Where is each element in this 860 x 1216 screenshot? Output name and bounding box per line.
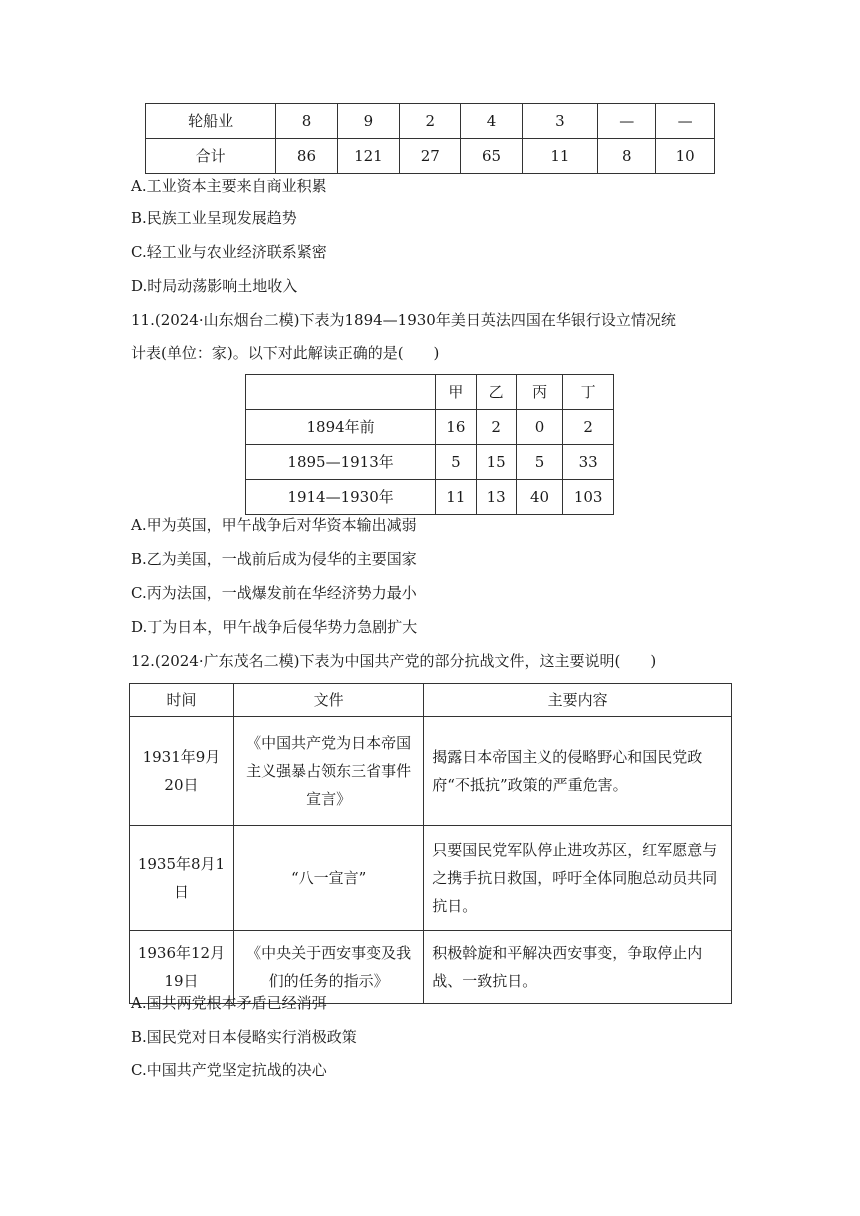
option-c: C.丙为法国，一战爆发前在华经济势力最小: [131, 584, 417, 602]
table-header-cell: 时间: [130, 684, 234, 717]
table-cell: 《中国共产党为日本帝国主义强暴占领东三省事件宣言》: [233, 717, 423, 826]
table-cell: 4: [461, 104, 522, 139]
option-a: A.国共两党根本矛盾已经消弭: [131, 994, 327, 1012]
table-cell: “八一宣言”: [233, 826, 423, 931]
table-cell: 40: [516, 480, 563, 515]
table-cell: 《中央关于西安事变及我们的任务的指示》: [233, 931, 423, 1004]
table-header-cell: 丁: [563, 375, 614, 410]
table-cell: 3: [522, 104, 598, 139]
option-a: A.甲为英国，甲午战争后对华资本输出减弱: [131, 516, 417, 534]
table-cell: —: [598, 104, 656, 139]
table-header-cell: [246, 375, 436, 410]
table-row: [130, 826, 732, 931]
table-header-cell: 乙: [476, 375, 516, 410]
table-cell: 1935年8月1日: [130, 826, 234, 931]
industry-table: [145, 103, 715, 174]
table-cell: —: [656, 104, 715, 139]
table-cell: 1914—1930年: [246, 480, 436, 515]
option-b: B.民族工业呈现发展趋势: [131, 209, 297, 227]
option-c: C.轻工业与农业经济联系紧密: [131, 243, 327, 261]
option-d: D.丁为日本，甲午战争后侵华势力急剧扩大: [131, 618, 418, 636]
question-stem: 11.(2024·山东烟台二模)下表为1894—1930年美日英法四国在华银行设立情况统: [131, 311, 676, 329]
table-cell: 2: [476, 410, 516, 445]
table-row: [130, 717, 732, 826]
table-cell: 5: [436, 445, 476, 480]
table-row: [146, 104, 715, 139]
table-cell: 积极斡旋和平解决西安事变，争取停止内战、一致抗日。: [424, 931, 732, 1004]
table-cell: 8: [598, 139, 656, 174]
table-cell: 2: [400, 104, 461, 139]
table-cell: 轮船业: [146, 104, 276, 139]
table-cell: 13: [476, 480, 516, 515]
table-header-row: [130, 684, 732, 717]
table-cell: 只要国民党军队停止进攻苏区，红军愿意与之携手抗日救国，呼吁全体同胞总动员共同抗日。: [424, 826, 732, 931]
table-cell: 8: [276, 104, 337, 139]
table-cell: 65: [461, 139, 522, 174]
table-cell: 103: [563, 480, 614, 515]
table-cell: 11: [522, 139, 598, 174]
option-b: B.国民党对日本侵略实行消极政策: [131, 1028, 357, 1046]
table-cell: 121: [337, 139, 400, 174]
documents-table: [129, 683, 732, 1004]
table-cell: 合计: [146, 139, 276, 174]
option-d: D.时局动荡影响土地收入: [131, 277, 298, 295]
table-cell: 2: [563, 410, 614, 445]
table-cell: 9: [337, 104, 400, 139]
table-cell: 27: [400, 139, 461, 174]
table-row: [246, 445, 614, 480]
option-a: A.工业资本主要来自商业积累: [131, 177, 327, 195]
table-cell: 0: [516, 410, 563, 445]
table-cell: 1894年前: [246, 410, 436, 445]
table-header-cell: 丙: [516, 375, 563, 410]
table-row: [146, 139, 715, 174]
option-c: C.中国共产党坚定抗战的决心: [131, 1061, 327, 1079]
question-stem: 计表(单位：家)。以下对此解读正确的是( ): [131, 344, 440, 362]
table-cell: 5: [516, 445, 563, 480]
table-cell: 1931年9月20日: [130, 717, 234, 826]
table-cell: 15: [476, 445, 516, 480]
table-header-cell: 文件: [233, 684, 423, 717]
table-cell: 揭露日本帝国主义的侵略野心和国民党政府“不抵抗”政策的严重危害。: [424, 717, 732, 826]
table-header-cell: 甲: [436, 375, 476, 410]
table-header-cell: 主要内容: [424, 684, 732, 717]
table-cell: 86: [276, 139, 337, 174]
table-cell: 1895—1913年: [246, 445, 436, 480]
table-row: [246, 480, 614, 515]
table-cell: 1936年12月19日: [130, 931, 234, 1004]
option-b: B.乙为美国，一战前后成为侵华的主要国家: [131, 550, 417, 568]
table-cell: 16: [436, 410, 476, 445]
bank-table: [245, 374, 614, 515]
table-header-row: [246, 375, 614, 410]
table-cell: 11: [436, 480, 476, 515]
table-cell: 33: [563, 445, 614, 480]
table-row: [246, 410, 614, 445]
question-stem: 12.(2024·广东茂名二模)下表为中国共产党的部分抗战文件，这主要说明( ): [131, 652, 657, 670]
table-cell: 10: [656, 139, 715, 174]
